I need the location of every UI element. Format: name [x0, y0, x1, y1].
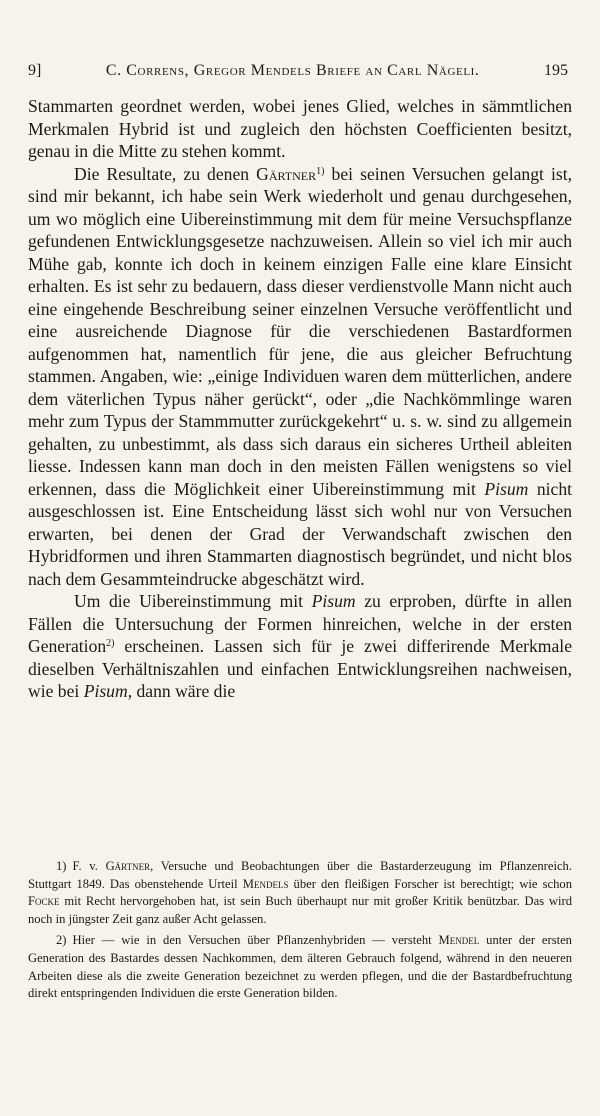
genus-name: Pisum — [311, 591, 356, 611]
running-header — [28, 62, 568, 80]
text-run: bei seinen Versuchen gelangt ist, sind mir bekannt, ich habe sein Werk wiederholt und genau durchgesehen, um wo möglich eine Uibereinstimmung mit dem für meine Versuchspflanze gefundenen Entwicklungsgesetze nachzuweisen. Allein so viel ich mir auch Mühe gab, konnte ich doch in keinem einzigen Falle eine klare Einsicht erhalten. Es ist sehr zu bedauern, dass dieser verdienstvolle Mann nicht auch eine eingehende Beschreibung seiner einzelnen Versuche veröffentlicht und eine ausreichende Diagnose für die verschiedenen Bastardformen aufgenommen hat, namentlich für jene, die aus gleicher Befruchtung stammen. Angaben, wie: „einige Individuen waren dem mütterlichen, andere dem väterlichen Typus näher gerückt“, oder „die Nachkömmlinge waren mehr zum Typus der Stammmutter zurückgekehrt“ u. s. w. sind zu allgemein gehalten, zu unbestimmt, als dass sich daraus ein sicheres Urtheil ableiten liesse. Indessen kann man doch in den meisten Fällen wenigstens so viel erkennen, dass die Möglichkeit einer Uibereinstimmung mit — [28, 163, 572, 499]
text-run: über den fleißigen Forscher ist berechtigt; wie schon — [288, 876, 572, 891]
footnote-number: 1) — [56, 859, 67, 873]
author-name-mendel: Mendel — [438, 933, 480, 948]
text-run: Hier — wie in den Versuchen über Pflanzenhybriden — versteht — [72, 933, 439, 948]
main-text — [28, 95, 572, 703]
paragraph-2 — [28, 163, 572, 591]
page-number: 195 — [544, 62, 568, 79]
genus-name: Pisum — [83, 681, 128, 701]
text-run: unter der ersten Generation des Bastardes dessen Nachkommen, dem älteren Gebrauch folgend, während in den neueren Arbeiten diese als die zweite Generation bezeichnet zu werden pflegen, und die der Bastardbefruchtung direkt entspringenden Individuen die erste Generation bilden. — [28, 933, 572, 1001]
text-run: Um die Uibereinstimmung mit — [74, 591, 312, 611]
footnote-1 — [28, 858, 572, 928]
text-run: , dann wäre die — [127, 681, 236, 701]
genus-name: Pisum — [484, 478, 529, 499]
text-run: Stammarten geordnet werden, wobei jenes Glied, welches in sämmtlichen Merkmalen Hybrid ist und zugleich den höchsten Coefficienten besitzt, genau in die Mitte zu stehen kommt. — [28, 96, 572, 161]
running-title: C. Correns, Gregor Mendels Briefe an Carl Nägeli. — [105, 62, 480, 79]
text-run: F. v. — [72, 859, 106, 873]
author-name-gaertner: Gärtner — [256, 163, 317, 184]
footnotes — [28, 858, 572, 1007]
text-run: Die Resultate, zu denen — [74, 163, 257, 184]
footnote-2 — [28, 932, 572, 1002]
author-name-mendel: Mendels — [242, 876, 289, 891]
author-name-focke: Focke — [28, 894, 60, 909]
footnote-number: 2) — [56, 933, 67, 948]
paragraph-3 — [28, 590, 572, 703]
text-run: nicht ausgeschlossen ist. Eine Entscheidung lässt sich wohl nur von Versuchen erwarten, bei denen der Grad der Verwandschaft zwischen den Hybridformen und ihren Stammarten diagnostisch begründet, und nicht blos nach dem Gesammteindrucke abgeschätzt wird. — [28, 478, 573, 589]
text-run: , Versuche und Beobachtungen über die Bastarderzeugung im Pflanzenreich. Stuttgart 1849. Das obenstehende Urteil — [28, 859, 572, 891]
header-left-mark: 9] — [28, 62, 42, 79]
footnote-ref-2: 2) — [106, 638, 115, 649]
paragraph-1 — [28, 95, 572, 163]
footnote-ref-1: 1) — [316, 165, 325, 177]
text-run: mit Recht hervorgehoben hat, ist sein Buch überhaupt nur mit großer Kritik benützbar. Das wird noch in jüngster Zeit ganz außer Acht gelassen. — [28, 894, 572, 926]
text-run: zu erproben, dürfte in allen Fällen die Untersuchung der Formen hinreichen, welche in der ersten Generation — [28, 591, 572, 656]
text-run: erscheinen. Lassen sich für je zwei differirende Merkmale dieselben Verhältniszahlen und einfachen Entwicklungsreihen nachweisen, wie bei — [28, 636, 572, 701]
author-name-gaertner: Gärtner — [105, 859, 151, 873]
